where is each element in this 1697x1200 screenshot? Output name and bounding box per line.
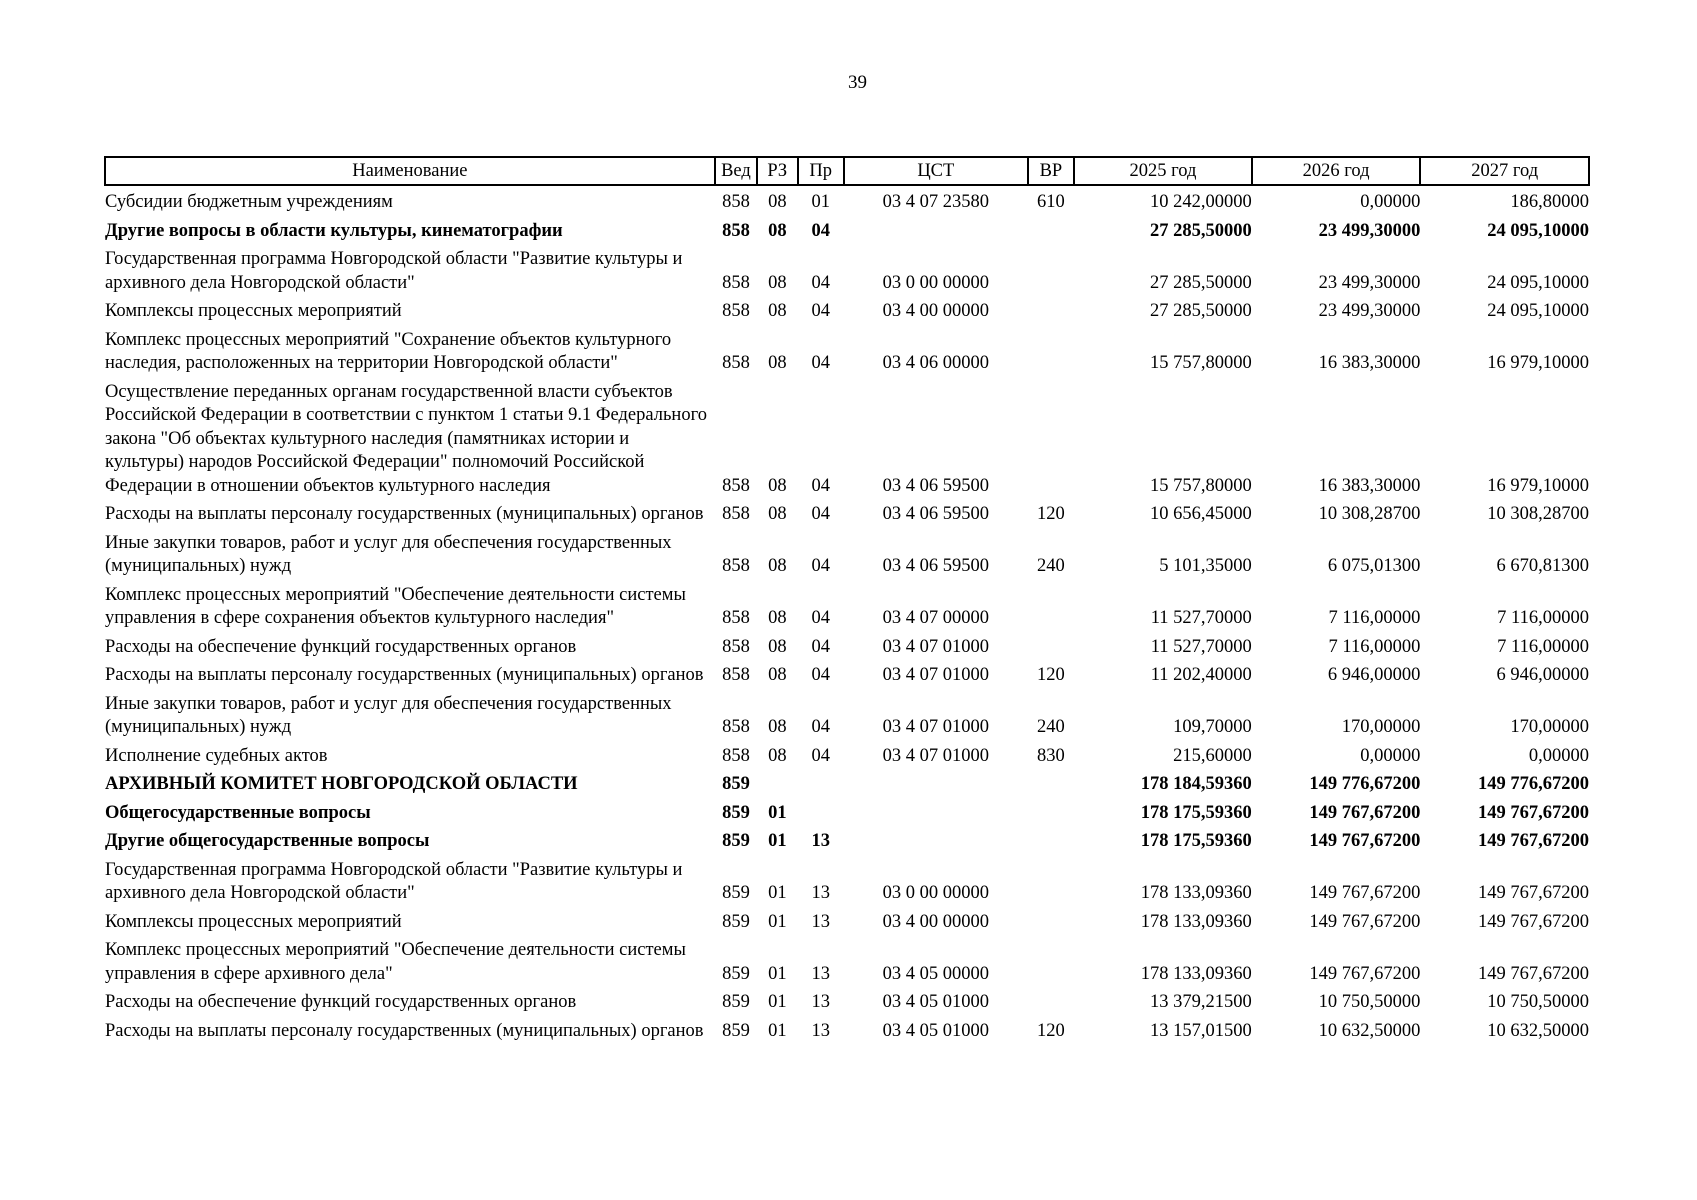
cell-cst: 03 4 06 59500 [882, 475, 989, 496]
cell-name: Расходы на обеспечение функций государственных органов [105, 636, 577, 657]
cell-ved: 858 [722, 717, 750, 737]
cell-cst: 03 4 07 01000 [882, 745, 989, 766]
cell-pr: 04 [811, 556, 830, 576]
cell-vr [1028, 797, 1074, 826]
cell-ved: 859 [722, 831, 750, 851]
cell-2027: 7 116,00000 [1497, 636, 1589, 657]
cell-ved: 859 [722, 992, 750, 1012]
cell-pr: 13 [811, 1020, 830, 1041]
cell-2026: 7 116,00000 [1328, 636, 1421, 657]
cell-vr: 240 [1037, 556, 1065, 576]
cell-ved: 858 [722, 353, 750, 373]
cell-rz: 08 [768, 608, 787, 628]
table-row [105, 1015, 1589, 1044]
cell-name: Субсидии бюджетным учреждениям [105, 192, 393, 212]
cell-vr [1028, 215, 1074, 244]
cell-2027: 24 095,10000 [1487, 220, 1589, 241]
table-body [105, 185, 1589, 1043]
cell-pr [798, 768, 844, 797]
cell-rz: 01 [768, 831, 787, 851]
cell-name: Общегосударственные вопросы [105, 802, 371, 823]
cell-rz: 08 [768, 556, 787, 576]
cell-rz: 01 [768, 802, 787, 823]
header-ved: Вед [715, 157, 757, 185]
cell-2025: 178 133,09360 [1140, 883, 1252, 903]
cell-cst: 03 4 05 01000 [882, 1020, 989, 1041]
cell-2026: 149 767,67200 [1309, 911, 1421, 932]
cell-2025: 15 757,80000 [1150, 475, 1252, 496]
cell-2025: 178 175,59360 [1140, 802, 1252, 823]
cell-2027: 149 767,67200 [1478, 963, 1589, 984]
cell-name: Расходы на выплаты персоналу государственных (муниципальных) органов [105, 504, 704, 524]
cell-2026: 10 308,28700 [1318, 504, 1421, 524]
table-row [105, 579, 1589, 631]
table-row [105, 498, 1589, 527]
cell-vr: 120 [1037, 504, 1065, 524]
cell-2026: 6 946,00000 [1327, 665, 1421, 685]
cell-name: Расходы на выплаты персоналу государственных (муниципальных) органов [105, 1020, 704, 1041]
cell-ved: 859 [722, 911, 750, 932]
cell-ved: 859 [722, 883, 750, 903]
cell-2025: 109,70000 [1173, 717, 1252, 737]
cell-2026: 149 776,67200 [1309, 774, 1421, 794]
header-2027: 2027 год [1420, 157, 1589, 185]
cell-2026: 23 499,30000 [1318, 301, 1421, 321]
table-row [105, 631, 1589, 660]
table-row [105, 243, 1589, 295]
cell-2025: 11 527,70000 [1150, 636, 1252, 657]
budget-table [104, 156, 1590, 1043]
cell-2025: 13 157,01500 [1150, 1020, 1252, 1041]
cell-ved: 858 [722, 504, 750, 524]
cell-rz: 01 [768, 963, 787, 984]
cell-vr [1028, 986, 1074, 1015]
cell-cst: 03 0 00 00000 [882, 883, 989, 903]
cell-2027: 186,80000 [1510, 192, 1589, 212]
table-row [105, 688, 1589, 740]
cell-2025: 10 242,00000 [1150, 192, 1252, 212]
cell-pr: 04 [811, 353, 830, 373]
cell-2026: 6 075,01300 [1327, 556, 1421, 576]
cell-2027: 16 979,10000 [1487, 353, 1589, 373]
cell-2026: 0,00000 [1360, 745, 1421, 766]
cell-2025: 178 184,59360 [1140, 774, 1252, 794]
cell-pr [798, 797, 844, 826]
cell-name: Расходы на выплаты персоналу государственных (муниципальных) органов [105, 665, 704, 685]
cell-2025: 178 133,09360 [1140, 963, 1252, 984]
cell-2026: 149 767,67200 [1309, 963, 1421, 984]
cell-rz: 01 [768, 992, 787, 1012]
header-name: Наименование [105, 157, 715, 185]
page-number: 39 [848, 72, 867, 93]
cell-pr: 13 [811, 992, 830, 1012]
cell-2025: 11 527,70000 [1150, 608, 1252, 628]
cell-2027: 7 116,00000 [1497, 608, 1589, 628]
cell-vr [1028, 579, 1074, 631]
header-rz: РЗ [757, 157, 797, 185]
cell-vr [1028, 631, 1074, 660]
cell-ved: 859 [722, 774, 750, 794]
cell-ved: 858 [722, 745, 750, 766]
cell-rz: 08 [768, 717, 787, 737]
cell-rz: 08 [768, 301, 787, 321]
header-2025: 2025 год [1074, 157, 1252, 185]
cell-name: Другие общегосударственные вопросы [105, 831, 430, 851]
table-header [105, 157, 1589, 185]
table-row [105, 527, 1589, 579]
table-row [105, 215, 1589, 244]
cell-2026: 10 632,50000 [1318, 1020, 1421, 1041]
cell-2025: 27 285,50000 [1150, 272, 1252, 293]
cell-name: Другие вопросы в области культуры, кинематографии [105, 220, 563, 241]
table-row [105, 659, 1589, 688]
cell-2026: 170,00000 [1341, 717, 1421, 737]
cell-name: Комплексы процессных мероприятий [105, 301, 402, 321]
cell-vr [1028, 854, 1074, 906]
cell-name: Государственная программа Новгородской области "Развитие культуры и архивного дела Новгородской области" [105, 249, 683, 293]
cell-name: Комплекс процессных мероприятий "Сохранение объектов культурного наследия, расположенных на территории Новгородской области" [105, 329, 672, 373]
cell-name: Осуществление переданных органам государственной власти субъектов Российской Федерации в соответствии с пунктом 1 статьи 9.1 Федерального закона "Об объектах культурного наследия (памятниках истории и культуры) народов Российской Федерации" полномочий Российской Федерации в отношении объектов культурного наследия [105, 381, 707, 496]
cell-cst: 03 4 07 01000 [882, 717, 989, 737]
cell-2025: 5 101,35000 [1159, 556, 1252, 576]
table-row [105, 986, 1589, 1015]
cell-rz: 08 [768, 272, 787, 293]
cell-2025: 27 285,50000 [1150, 301, 1252, 321]
cell-vr [1028, 243, 1074, 295]
cell-rz: 08 [768, 745, 787, 766]
cell-ved: 859 [722, 802, 750, 823]
cell-cst: 03 4 06 59500 [882, 556, 989, 576]
cell-pr: 04 [811, 665, 830, 685]
cell-2027: 6 670,81300 [1496, 556, 1589, 576]
cell-pr: 04 [811, 608, 830, 628]
cell-name: Иные закупки товаров, работ и услуг для обеспечения государственных (муниципальных) нужд [105, 532, 672, 576]
cell-cst [844, 768, 1028, 797]
table-row [105, 825, 1589, 854]
cell-ved: 858 [722, 301, 750, 321]
cell-cst: 03 4 06 00000 [882, 353, 989, 373]
cell-2025: 13 379,21500 [1150, 992, 1252, 1012]
cell-2026: 149 767,67200 [1309, 802, 1421, 823]
cell-cst: 03 4 06 59500 [882, 504, 989, 524]
cell-vr [1028, 825, 1074, 854]
table-row [105, 854, 1589, 906]
cell-cst: 03 4 07 01000 [882, 636, 989, 657]
cell-vr [1028, 376, 1074, 499]
cell-vr: 830 [1037, 745, 1065, 766]
cell-name: Комплексы процессных мероприятий [105, 911, 402, 932]
cell-ved: 859 [722, 1020, 750, 1041]
cell-vr [1028, 324, 1074, 376]
cell-2027: 149 767,67200 [1478, 883, 1589, 903]
cell-ved: 859 [722, 963, 750, 984]
cell-rz [757, 768, 797, 797]
cell-name: Комплекс процессных мероприятий "Обеспечение деятельности системы управления в сфере сохранения объектов культурного наследия" [105, 584, 686, 628]
cell-2026: 23 499,30000 [1318, 220, 1421, 241]
cell-rz: 01 [768, 883, 787, 903]
cell-rz: 08 [768, 192, 787, 212]
cell-pr: 04 [811, 717, 830, 737]
table-row [105, 906, 1589, 935]
cell-cst [844, 797, 1028, 826]
cell-rz: 01 [768, 1020, 787, 1041]
cell-pr: 04 [811, 301, 830, 321]
cell-cst: 03 4 05 00000 [882, 963, 989, 984]
cell-cst [844, 825, 1028, 854]
cell-2025: 11 202,40000 [1150, 665, 1252, 685]
cell-pr: 01 [811, 192, 830, 212]
cell-ved: 858 [722, 556, 750, 576]
cell-ved: 858 [722, 665, 750, 685]
cell-ved: 858 [722, 475, 750, 496]
cell-cst: 03 4 07 00000 [882, 608, 989, 628]
cell-2027: 10 750,50000 [1487, 992, 1589, 1012]
cell-vr [1028, 934, 1074, 986]
cell-2027: 0,00000 [1528, 745, 1589, 766]
header-row [105, 157, 1589, 185]
cell-2027: 149 767,67200 [1478, 911, 1589, 932]
cell-pr: 13 [811, 963, 830, 984]
cell-vr: 120 [1037, 665, 1065, 685]
cell-2027: 149 776,67200 [1478, 774, 1589, 794]
cell-vr [1028, 295, 1074, 324]
cell-ved: 858 [722, 220, 750, 241]
cell-2025: 178 133,09360 [1140, 911, 1252, 932]
table-row [105, 376, 1589, 499]
cell-pr: 04 [811, 272, 830, 293]
cell-2027: 149 767,67200 [1478, 802, 1589, 823]
cell-name: Расходы на обеспечение функций государственных органов [105, 992, 577, 1012]
table-row [105, 295, 1589, 324]
cell-pr: 04 [811, 220, 830, 241]
cell-2026: 16 383,30000 [1318, 475, 1421, 496]
cell-2026: 7 116,00000 [1328, 608, 1421, 628]
cell-pr: 04 [811, 636, 830, 657]
cell-pr: 13 [811, 831, 830, 851]
table-row [105, 768, 1589, 797]
table-row [105, 740, 1589, 769]
cell-2025: 178 175,59360 [1140, 831, 1252, 851]
table-row [105, 324, 1589, 376]
cell-2026: 16 383,30000 [1318, 353, 1421, 373]
cell-rz: 08 [768, 220, 787, 241]
cell-cst: 03 4 07 01000 [882, 665, 989, 685]
cell-pr: 13 [811, 911, 830, 932]
cell-vr [1028, 768, 1074, 797]
cell-rz: 08 [768, 636, 787, 657]
cell-ved: 858 [722, 192, 750, 212]
cell-ved: 858 [722, 608, 750, 628]
cell-cst: 03 4 00 00000 [882, 911, 989, 932]
cell-rz: 08 [768, 475, 787, 496]
cell-2027: 149 767,67200 [1478, 831, 1589, 851]
cell-cst [844, 215, 1028, 244]
cell-rz: 08 [768, 665, 787, 685]
table-row [105, 185, 1589, 215]
cell-rz: 08 [768, 504, 787, 524]
cell-cst: 03 4 00 00000 [882, 301, 989, 321]
cell-cst: 03 4 05 01000 [882, 992, 989, 1012]
cell-2027: 24 095,10000 [1487, 301, 1589, 321]
cell-pr: 04 [811, 504, 830, 524]
header-cst: ЦСТ [844, 157, 1028, 185]
header-2026: 2026 год [1252, 157, 1421, 185]
cell-2025: 15 757,80000 [1150, 353, 1252, 373]
cell-ved: 858 [722, 636, 750, 657]
cell-2027: 170,00000 [1510, 717, 1589, 737]
cell-2027: 24 095,10000 [1487, 272, 1589, 293]
cell-2027: 6 946,00000 [1496, 665, 1589, 685]
cell-pr: 13 [811, 883, 830, 903]
cell-2026: 23 499,30000 [1318, 272, 1421, 293]
cell-cst: 03 0 00 00000 [882, 272, 989, 293]
header-pr: Пр [798, 157, 844, 185]
cell-cst: 03 4 07 23580 [882, 192, 989, 212]
header-vr: ВР [1028, 157, 1074, 185]
cell-2027: 10 632,50000 [1487, 1020, 1589, 1041]
cell-2026: 10 750,50000 [1318, 992, 1421, 1012]
cell-name: Государственная программа Новгородской области "Развитие культуры и архивного дела Новгородской области" [105, 859, 683, 903]
cell-2026: 149 767,67200 [1309, 831, 1421, 851]
table-row [105, 797, 1589, 826]
cell-2027: 10 308,28700 [1487, 504, 1589, 524]
cell-name: Исполнение судебных актов [105, 745, 328, 766]
cell-2025: 215,60000 [1173, 745, 1252, 766]
cell-2025: 27 285,50000 [1150, 220, 1252, 241]
cell-ved: 858 [722, 272, 750, 293]
table-row [105, 934, 1589, 986]
cell-name: Иные закупки товаров, работ и услуг для обеспечения государственных (муниципальных) нужд [105, 693, 672, 737]
cell-vr: 240 [1037, 717, 1065, 737]
cell-2026: 0,00000 [1360, 192, 1421, 212]
cell-2026: 149 767,67200 [1309, 883, 1421, 903]
cell-name: Комплекс процессных мероприятий "Обеспечение деятельности системы управления в сфере архивного дела" [105, 940, 686, 984]
cell-rz: 08 [768, 353, 787, 373]
cell-vr: 120 [1037, 1020, 1065, 1041]
cell-name: АРХИВНЫЙ КОМИТЕТ НОВГОРОДСКОЙ ОБЛАСТИ [105, 774, 578, 794]
cell-2025: 10 656,45000 [1150, 504, 1252, 524]
cell-rz: 01 [768, 911, 787, 932]
cell-vr [1028, 906, 1074, 935]
cell-pr: 04 [811, 475, 830, 496]
cell-pr: 04 [811, 745, 830, 766]
cell-2027: 16 979,10000 [1487, 475, 1589, 496]
cell-vr: 610 [1037, 192, 1065, 212]
